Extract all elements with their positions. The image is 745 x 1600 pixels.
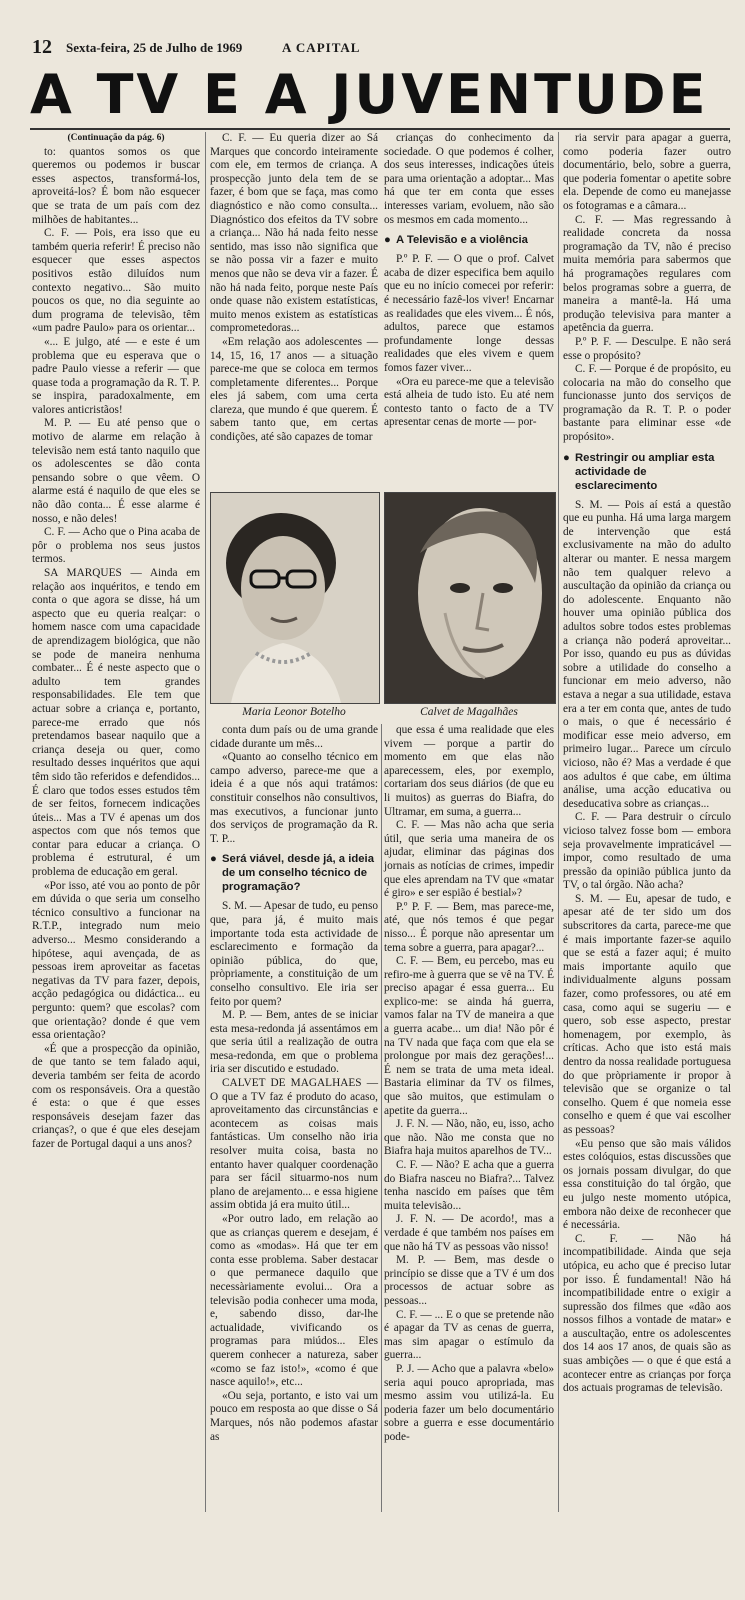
paragraph: C. F. — Não há incompatibilidade. Ainda que seja utópica, eu acho que é preciso lutar por isso. É fundamental! Não há incompatibilidade entre o exigir a supressão dos filmes que «dão aos nossos filhos a vontade de matar» e a auscultação, entre os adolescentes dos 14 aos 17 anos, de quais são as suas ambições — o que é que está a acontecer entre as crianças por força dos actuais programas de televisão. [563,1232,731,1395]
paragraph: S. M. — Eu, apesar de tudo, e apesar até de ter sido um dos subscritores da carta, parece-me que é mais importante fazer-se aquilo que se está a fazer aqui; é muito mais importante aquilo que individualmente alguns possam fazer, como professores, ou até em casa, como aqui se sugeriu — e quero, sob esse aspecto, prestar homenagem, por exemplo, às críticas. Acho que isto está mais dentro da nossa realidade portuguesa do que pròpriamente ir propor à televisão que se organize o tal conselho. Quem é que nomeia esse conselho e quem é que vai escolher as pessoas? [563,892,731,1136]
subhead-restrict [563,451,731,493]
column-2-top [210,132,378,445]
paragraph: J. F. N. — De acordo!, mas a verdade é que também nos países em que não há TV as pessoas vão nisso! [384,1213,554,1253]
column-divider [381,724,382,1512]
column-1-paragraphs [32,146,200,1152]
paragraph: conta dum país ou de uma grande cidade durante um mês... [210,724,378,750]
paragraph: «... E julgo, até — e este é um problema que eu esperava que o padre Paulo viesse a referir — que quase toda a programação da R. T. P. se inspira, paradoxalmente, em valores anticristãos! [32,335,200,416]
page-header [32,36,732,56]
column-3-bottom [384,724,554,1444]
paragraph: «É que a prospecção da opinião, de que tanto se tem falado aqui, deveria também ser feita de acordo com os responsáveis. Ora a questão é esta: o que é que esses responsáveis desejam fazer das crianças?, o que é que eles desejam fazer de Portugal daqui a uns anos? [32,1042,200,1150]
paragraph: C. F. — ... E o que se pretende não é apagar da TV as cenas de guerra, mas sim apagar o estímulo da guerra... [384,1308,554,1362]
paragraph: «Ora eu parece-me que a televisão está alheia de tudo isto. Eu até nem contesto tanto o facto de a TV apresentar cenas de morte — por- [384,375,554,429]
headline: A TV E A JUVENTUDE [30,63,709,126]
paragraph: C. F. — Acho que o Pina acaba de pôr o problema nos seus justos termos. [32,526,200,566]
paragraph: S. M. — Apesar de tudo, eu penso que, para já, é muito mais importante toda esta actividade de esclarecimento e formação da opinião pública, do que, pròpriamente, a constituição de um conselho consultivo. Ele iria ser feito por quem? [210,900,378,1008]
paragraph: C. F. — Mas não acha que seria útil, que seria uma maneira de os ajudar, eliminar das páginas dos jornais as notícias de crimes, impedir que eles aprendam na TV que «matar é giro» e ser espião é bestial»? [384,819,554,900]
issue-date: Sexta-feira, 25 de Julho de 1969 [66,40,243,55]
paragraph: SA MARQUES — Ainda em relação aos inquéritos, e tendo em conta o que agora se disse, há um aspecto que eu queria realçar: o homem nasce com uma capacidade de aprendizagem biológica, que não se pode de maneira nenhuma combater... É é neste aspecto que o adulto tem grandes responsabilidades. Ele tem que actuar sobre a criança e, portanto, parece-me errado que nós pretendamos basear naquilo que a criança deseja ou quer, como resultado desses inquéritos que aqui têm sido tão referidos e defendidos... É claro que todos esses estudos têm de ser feitos, fornecem indicações úteis... Mas a TV é apenas um dos aspectos com que nós temos que contar para educar a criança. O problema é estrutural, é um problema de educação em geral. [32,567,200,879]
paragraph: C. F. — Pois, era isso que eu também queria referir! É preciso não esquecer que esses aspectos positivos estão diluídos num contexto negativo... São muito poucos os que, no dia seguinte ao dum programa de televisão, têm «um padre Paulo» para os orientar... [32,227,200,335]
page-number: 12 [32,36,52,58]
paragraph: C. F. — Mas regressando à realidade concreta da nossa programação da TV, não é preciso muita memória para sabermos que há programações regulares com belos programas sobre a guerra, de maneira a mantê-la. Há uma produção televisiva para manter a apetência da guerra. [563,213,731,335]
bullet-icon: ● [210,853,217,866]
subhead-council-text: Será viável, desde já, a ideia de um conselho técnico de programação? [222,853,374,894]
column-3-top [384,132,554,430]
column-3-top-paragraphs-2 [384,253,554,430]
paragraph: que essa é uma realidade que eles vivem — porque a partir do momento em que elas não aparecessem, eles, por exemplo, cortariam dos seus diários (de que eu li muitos) as guerras do Biafra, do Ultramar, em suma, a guerra... [384,724,554,818]
column-4 [563,132,731,1396]
column-2-bottom-paragraphs [210,724,378,846]
bullet-icon: ● [563,451,570,464]
paragraph: M. P. — Eu até penso que o motivo de alarme em relação à televisão nem está tanto naquilo que os adolescentes se dão conta pensando sobre o que vêem. O alarme está é naquilo de que eles se não dão conta... É esse alarme é nosso, e não deles! [32,417,200,525]
paragraph: C. F. — Para destruir o círculo vicioso talvez fosse bom — embora seja provavelmente impraticável — impor, como resultado de uma pressão da opinião pública junto da TV, o tal órgão. Não acha? [563,811,731,892]
headline-rule [30,128,730,130]
caption-calvet-de-magalhaes: Calvet de Magalhães [420,706,518,718]
column-divider [205,132,206,1512]
paragraph: «Quanto ao conselho técnico em campo adverso, parece-me que a ideia é a que nós aqui tratámos: constituir conselhos não consultivos, mas executivos, a funcionar junto dos serviços de programação da R. T. P... [210,751,378,845]
column-4-paragraphs-2 [563,499,731,1396]
paragraph: «Em relação aos adolescentes — 14, 15, 16, 17 anos — a situação parece-me que se coloca em termos completamente diferentes... Porque eles já sabem, com uma certa clareza, que mundo é que querem. É sabem tanto que, em certas condições, até são capazes de tomar [210,335,378,444]
paragraph: «Eu penso que são mais válidos estes colóquios, estas discussões que os jornais possam divulgar, do que essa constituição do tal órgão, que eu julgo neste momento utópica, embora não deixe de reconhecer que é necessária. [563,1137,731,1232]
column-2-bottom-paragraphs-2 [210,900,378,1444]
subhead-restrict-text: Restringir ou ampliar esta actividade de esclarecimento [575,451,715,492]
paragraph: CALVET DE MAGALHAES — O que a TV faz é produto do acaso, aproveitamento das circunstâncias e acontecem as coisas mais fantásticas. Um conselho não iria resolver muita coisa, basta no entanto haver qualquer coordenação para ser fácil situarmo-nos num plano de arejamento... e essa higiene assim obtida já era muito útil... [210,1077,378,1212]
subhead-council [210,852,378,894]
column-1 [32,132,200,1152]
column-3-top-paragraphs [384,132,554,227]
column-divider [558,132,559,1512]
portrait-man-image [385,493,555,703]
paragraph: crianças do conhecimento da sociedade. O que podemos é colher, dos seus interesses, indicações úteis para uma orientação a adoptar... Mas há que ter em conta que esses interesses variam, evoluem, não são os mesmos em cada momento... [384,132,554,226]
paragraph: P.º P. F. — O que o prof. Calvet acaba de dizer especifica bem aquilo que eu no início comecei por referir: é necessário fazê-los viver! Encarnar as realidades que eles vivem... É nós, adultos, parece que estamos profundamente longe dessas realidades que eles vivem e quem fomos fazer viver... [384,253,554,374]
paragraph: J. F. N. — Não, não, eu, isso, acho que não. Não me consta que no Biafra haja muitos aparelhos de TV... [384,1118,554,1158]
continuation-note: (Continuação da pág. 6) [67,133,165,143]
portrait-woman-image [211,493,379,703]
newspaper-name: A CAPITAL [282,40,361,55]
paragraph: C. F. — Porque é de propósito, eu colocaria na mão do conselho que funcionasse junto dos serviços de programação da R. T. P. o poder bastante para eliminar esse «de propósito». [563,363,731,444]
paragraph: M. P. — Bem, mas desde o princípio se disse que a TV é um dos processos de actuar sobre as pessoas... [384,1254,554,1307]
paragraph: to: quantos somos os que queremos ou podemos ir buscar esses aspectos, transformá-los, aproveitá-los? É bom não esquecer que se trata de um país com dez milhões de habitantes... [32,145,200,226]
paragraph: C. F. — Bem, eu percebo, mas eu refiro-me à guerra que se vê na TV. É preciso apagar é essa guerra... Eu explico-me: se ainda há guerra, vamos falar na TV de maneira a que a guerra acabe... um dia! Não pôr é na TV nada que faça com que ela se prolongue por mais dez gerações!... É nem se trata de uma meta ideal. Bastaria eliminar da TV os filmes, que são muitos, que estimulam o apetite da guerra... [384,955,554,1117]
column-3-bottom-paragraphs [384,724,554,1444]
paragraph: ria servir para apagar a guerra, como poderia fazer outro documentário, belo, sobre a guerra, que poderia fomentar o apetite sobre ela. Depende de como eu manejasse os fotogramas e a câmara... [563,132,731,212]
paragraph: «Por outro lado, em relação ao que as crianças querem e desejam, é como as «modas». Há que ter em conta esse problema. Saber destacar o que permanece daquilo que necessàriamente evolui... Ora a televisão podia conhecer uma moda, e, sabendo disso, dar-lhe actualidade, vivificando os programas para miúdos... Eles querem conhecer a natureza, saber «como se faz isto!», «como é que nasce aquilo!», etc... [210,1213,378,1389]
paragraph: «Ou seja, portanto, e isto vai um pouco em resposta ao que disse o Sá Marques, nós não podemos afastar as [210,1389,378,1443]
bullet-icon: ● [384,234,391,247]
column-4-paragraphs [563,132,731,445]
subhead-violence [384,233,554,247]
subhead-violence-text: A Televisão e a violência [396,234,528,247]
photo-maria-leonor-botelho [210,492,380,704]
paragraph: P. J. — Acho que a palavra «belo» seria aqui pouco apropriada, mas mesmo assim vou utilizá-la. Eu poderia fazer um belo documentário sobre a guerra e esse documentário pode- [384,1362,554,1443]
paragraph: M. P. — Bem, antes de se iniciar esta mesa-redonda já assentámos em que seria útil a realização de outra mesa-redonda, em que o problema iria ser discutido e estudado. [210,1009,378,1076]
column-2-bottom [210,724,378,1444]
paragraph: P.º P. F. — Bem, mas parece-me, até, que nós temos é que pegar nisso... É porque não apresentar um tema sobre a guerra, para apagar?... [384,900,554,954]
paragraph: C. F. — Não? E acha que a guerra do Biafra nasceu no Biafra?... Talvez tenha nascido em países que têm muita televisão... [384,1159,554,1212]
paragraph: C. F. — Eu queria dizer ao Sá Marques que concordo inteiramente com ele, em termos de criança. A prospecção junto dela tem de se fazer, é bom que se faça, mas como diagnóstico e não como consulta... Diagnóstico dos efeitos da TV sobre a criança... Não há nada feito nesse sentido, mas isso não significa que se não possa vir a fazer e muito menos que não se deva vir a fazer. É não há nada feito, porque neste País onde quase não existem estatísticas, muito menos existem as estatísticas comprometedoras... [210,132,378,335]
paragraph: S. M. — Pois aí está a questão que eu punha. Há uma larga margem de intervenção que está exclusivamente na mão do adulto alterar ou manter. E nessa margem não tem qualquer relevo a auscultação da opinião da criança ou do adolescente. Enquanto não houver uma opinião pública dos adultos sobre todos estes problemas a criança não poderá aproveitar... Por isso, quando eu pus as dúvidas sobre a utilidade do conselho a funcionar em meio adverso, não estava a negar a sua utilidade, estava era a ter em conta que, antes de tudo o mais, o que é necessário é modificar esse meio adverso, em primeiro lugar... Parece um círculo vicioso, não é? Mas a verdade é que aos adultos é que cabe, em última análise, uma acção educativa ou deseducativa sobre as crianças... [563,498,731,810]
photo-calvet-de-magalhaes [384,492,556,704]
caption-maria-leonor-botelho: Maria Leonor Botelho [242,706,346,718]
paragraph: «Por isso, até vou ao ponto de pôr em dúvida o que seria um conselho técnico consultivo a funcionar na R.T.P., integrado num meio adverso... Mesmo considerando a hipótese, aqui avençada, de as pessoas irem aproveitar as facetas negativas da TV para fazer, depois, acção pedagógica ou didáctica... eu pergunto: quem? que escolas? com que orientação? donde é que vem essa orientação? [32,879,200,1042]
paragraph: P.º P. F. — Desculpe. E não será esse o propósito? [563,335,731,362]
column-2-top-paragraphs [210,132,378,445]
